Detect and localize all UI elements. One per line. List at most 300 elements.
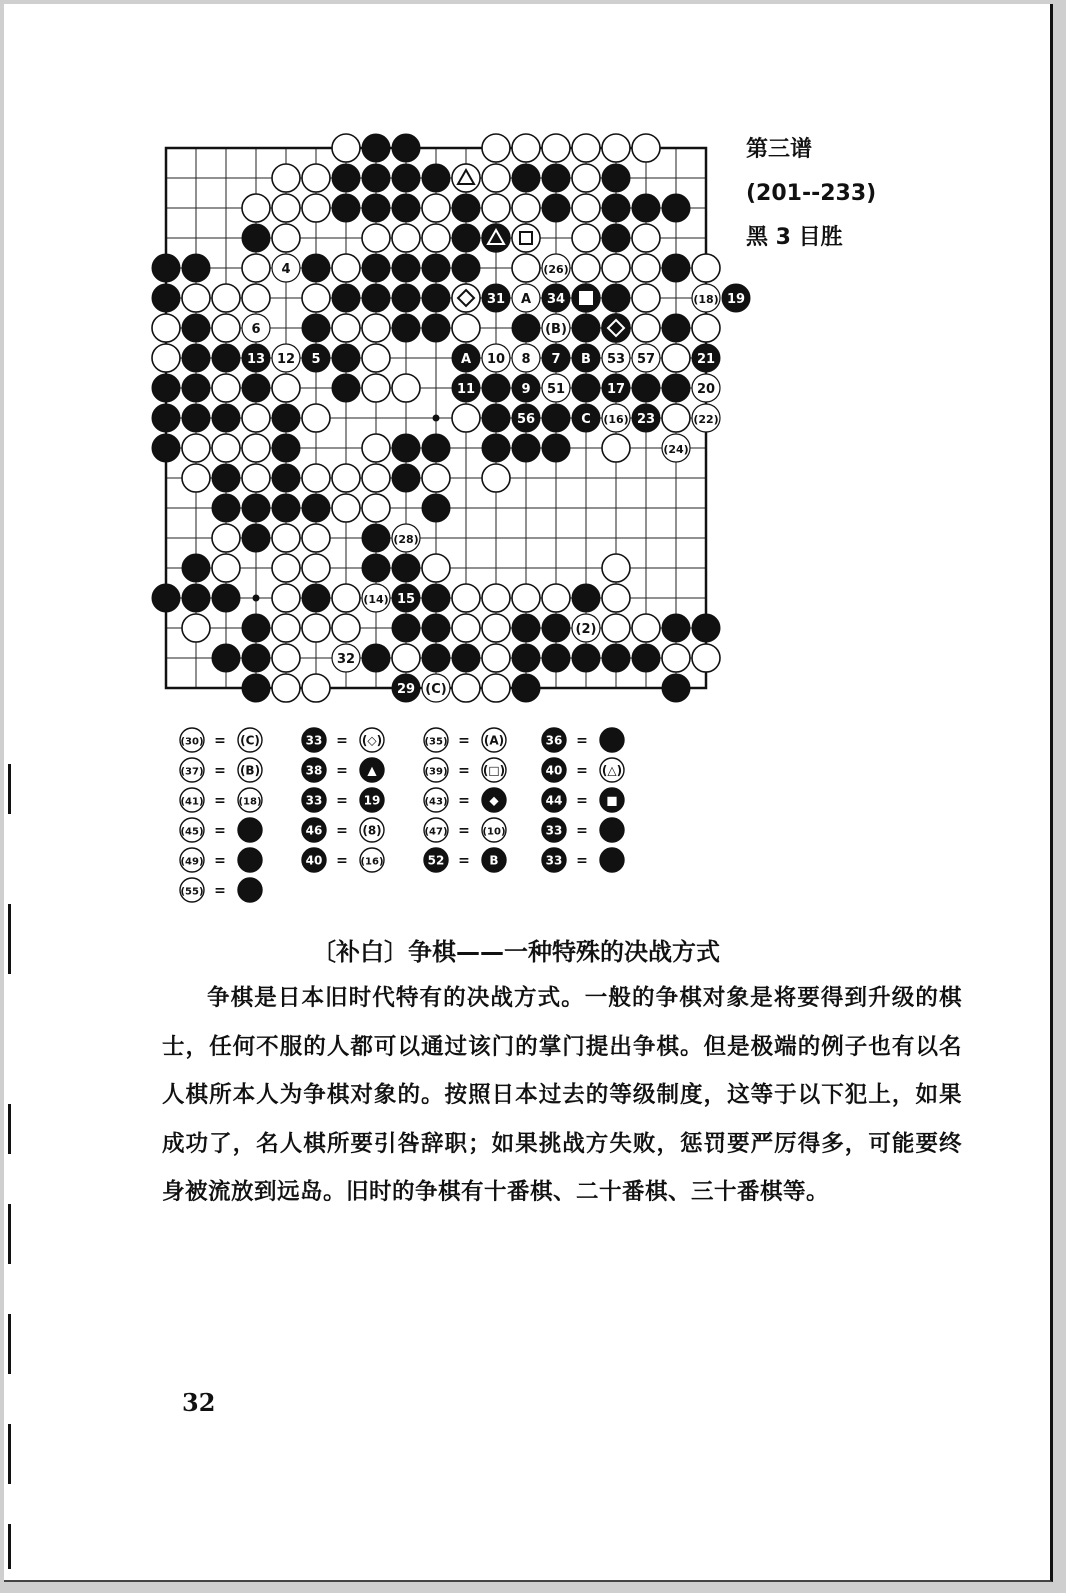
white-stone [332, 314, 360, 342]
black-stone [182, 254, 210, 282]
white-stone [272, 164, 300, 192]
legend-label: 44 [545, 793, 563, 808]
black-stone [242, 374, 270, 402]
black-stone [662, 314, 690, 342]
move-number-label: 4 [281, 262, 291, 277]
white-stone [692, 644, 720, 672]
move-number-label: A [520, 292, 532, 307]
white-stone [542, 584, 570, 612]
scan-edge-mark [8, 1314, 11, 1374]
black-stone [602, 314, 630, 342]
black-stone [572, 314, 600, 342]
legend-label: (30) [180, 736, 204, 748]
legend-label: 33 [545, 853, 563, 868]
black-stone [212, 404, 240, 432]
black-stone [422, 614, 450, 642]
black-stone [662, 614, 690, 642]
black-stone [392, 254, 420, 282]
white-stone [452, 584, 480, 612]
white-stone [272, 674, 300, 702]
white-stone [602, 614, 630, 642]
white-stone [362, 314, 390, 342]
white-stone [272, 584, 300, 612]
white-stone [392, 374, 420, 402]
white-stone [152, 344, 180, 372]
white-stone [302, 554, 330, 582]
white-stone [452, 284, 480, 312]
white-stone [512, 224, 540, 252]
legend-label: (C) [240, 733, 260, 748]
equals-sign: = [214, 853, 226, 869]
move-number-label: (26) [543, 263, 569, 276]
black-stone [482, 434, 510, 462]
legend-black-stone [238, 818, 262, 842]
black-stone [392, 614, 420, 642]
black-stone [272, 494, 300, 522]
white-stone [632, 254, 660, 282]
black-stone [212, 584, 240, 612]
white-stone [242, 194, 270, 222]
black-stone [362, 554, 390, 582]
black-stone [182, 344, 210, 372]
black-stone [272, 434, 300, 462]
white-stone [572, 224, 600, 252]
equals-sign: = [576, 793, 588, 809]
move-number-label: (B) [545, 322, 567, 337]
white-stone [602, 554, 630, 582]
black-stone [362, 164, 390, 192]
move-number-label: 12 [276, 352, 296, 367]
equals-sign: = [336, 853, 348, 869]
white-stone [572, 164, 600, 192]
star-point [253, 595, 260, 602]
white-stone [452, 404, 480, 432]
white-stone [272, 224, 300, 252]
black-stone [542, 194, 570, 222]
white-stone [242, 404, 270, 432]
move-number-label: 13 [246, 352, 266, 367]
white-stone [602, 254, 630, 282]
black-stone [662, 194, 690, 222]
diagram-result: 黑 3 目胜 [746, 225, 843, 250]
move-number-label: 17 [606, 382, 626, 397]
white-stone [482, 644, 510, 672]
move-number-label: (24) [663, 443, 689, 456]
white-stone [212, 374, 240, 402]
move-number-label: 9 [521, 382, 531, 397]
black-stone [422, 284, 450, 312]
white-stone [212, 314, 240, 342]
legend-label: (55) [180, 886, 204, 898]
white-stone [362, 224, 390, 252]
black-stone [542, 404, 570, 432]
legend-label: (47) [424, 826, 448, 838]
move-number-label: (18) [693, 293, 719, 306]
black-stone [542, 644, 570, 672]
white-stone [572, 134, 600, 162]
black-stone [602, 644, 630, 672]
white-stone [512, 134, 540, 162]
black-stone [542, 614, 570, 642]
black-stone [542, 164, 570, 192]
white-stone [272, 644, 300, 672]
white-stone [452, 614, 480, 642]
move-number-label: 56 [516, 412, 536, 427]
white-stone [152, 314, 180, 342]
legend-label: (A) [483, 733, 505, 748]
body-paragraph: 争棋是日本旧时代特有的决战方式。一般的争棋对象是将要得到升级的棋士，任何不服的人都可以通过该门的掌门提出争棋。但是极端的例子也有以名人棋所本人为争棋对象的。按照日本过去的等级制度，这等于以下犯上，如果成功了，名人棋所要引咎辞职；如果挑战方失败，惩罚要严厉得多，可能要终身被流放到远岛。旧时的争棋有十番棋、二十番棋、三十番棋等。 [162, 985, 962, 1205]
black-stone [572, 584, 600, 612]
black-stone [182, 314, 210, 342]
white-stone [572, 194, 600, 222]
black-stone [212, 494, 240, 522]
black-stone [302, 254, 330, 282]
white-stone [422, 224, 450, 252]
white-stone [212, 284, 240, 312]
equals-sign: = [458, 763, 470, 779]
white-stone [362, 494, 390, 522]
move-equivalence-legend [174, 722, 654, 912]
white-stone [482, 614, 510, 642]
black-stone [512, 314, 540, 342]
black-stone [392, 314, 420, 342]
legend-black-stone [600, 728, 624, 752]
black-stone [662, 254, 690, 282]
white-stone [362, 374, 390, 402]
move-number-label: 34 [546, 292, 566, 307]
black-stone [512, 164, 540, 192]
black-stone [602, 284, 630, 312]
equals-sign: = [214, 823, 226, 839]
black-stone [632, 374, 660, 402]
black-stone [242, 494, 270, 522]
white-stone [512, 584, 540, 612]
black-stone [332, 164, 360, 192]
white-stone [182, 614, 210, 642]
black-stone [542, 434, 570, 462]
move-number-label: 10 [486, 352, 506, 367]
white-stone [302, 404, 330, 432]
equals-sign: = [458, 823, 470, 839]
legend-label: (10) [482, 826, 506, 838]
white-stone [182, 464, 210, 492]
black-stone [422, 254, 450, 282]
legend-black-stone [600, 818, 624, 842]
legend-label: 33 [305, 733, 323, 748]
white-stone [212, 554, 240, 582]
black-stone [452, 224, 480, 252]
black-stone [182, 584, 210, 612]
star-point [433, 415, 440, 422]
white-stone [602, 134, 630, 162]
white-stone [422, 554, 450, 582]
move-number-label: (C) [425, 682, 447, 697]
black-stone [392, 164, 420, 192]
black-stone [602, 194, 630, 222]
legend-label: 46 [305, 823, 323, 838]
move-number-label: 11 [456, 382, 476, 397]
black-stone [152, 584, 180, 612]
black-stone [362, 194, 390, 222]
legend-label: (◇) [361, 733, 383, 748]
black-stone [362, 644, 390, 672]
white-stone [332, 614, 360, 642]
white-stone [182, 434, 210, 462]
black-stone [212, 644, 240, 672]
black-stone [242, 674, 270, 702]
black-stone [332, 284, 360, 312]
white-stone [302, 464, 330, 492]
move-number-label: B [581, 352, 591, 367]
white-stone [272, 194, 300, 222]
black-stone [602, 224, 630, 252]
black-stone [452, 194, 480, 222]
white-stone [602, 434, 630, 462]
black-stone [302, 584, 330, 612]
black-stone [512, 614, 540, 642]
black-stone [332, 344, 360, 372]
black-stone [152, 434, 180, 462]
black-stone [512, 434, 540, 462]
go-board-diagram [154, 124, 746, 704]
white-stone [512, 194, 540, 222]
white-stone [302, 524, 330, 552]
black-stone [482, 374, 510, 402]
legend-label: (B) [239, 763, 261, 778]
black-stone [182, 554, 210, 582]
legend-label: (43) [424, 796, 448, 808]
black-stone [662, 374, 690, 402]
legend-label: (16) [360, 856, 384, 868]
black-stone [182, 374, 210, 402]
legend-label: (18) [238, 796, 262, 808]
black-stone [632, 194, 660, 222]
white-stone [302, 164, 330, 192]
move-number-label: C [581, 412, 591, 427]
black-stone [392, 554, 420, 582]
move-number-label: (2) [575, 622, 597, 637]
white-stone [482, 194, 510, 222]
move-number-label: 57 [636, 352, 656, 367]
white-stone [572, 254, 600, 282]
equals-sign: = [336, 823, 348, 839]
move-number-label: 7 [551, 352, 561, 367]
move-number-label: (16) [603, 413, 629, 426]
diagram-move-range: (201--233) [746, 181, 877, 206]
scan-edge-mark [8, 904, 11, 974]
white-stone [362, 434, 390, 462]
white-stone [332, 464, 360, 492]
white-stone [482, 464, 510, 492]
black-stone [212, 344, 240, 372]
legend-label: (45) [180, 826, 204, 838]
move-number-label: 23 [636, 412, 656, 427]
white-stone [212, 524, 240, 552]
move-number-label: 31 [486, 292, 506, 307]
black-stone [242, 524, 270, 552]
black-stone [362, 134, 390, 162]
white-stone [482, 134, 510, 162]
white-stone [422, 194, 450, 222]
equals-sign: = [336, 733, 348, 749]
move-number-label: 19 [726, 292, 746, 307]
white-stone [632, 224, 660, 252]
move-number-label: 8 [521, 352, 531, 367]
white-stone [452, 674, 480, 702]
diagram-caption [746, 128, 876, 260]
black-stone [152, 284, 180, 312]
diagram-title: 第三谱 [746, 137, 813, 162]
black-stone [422, 434, 450, 462]
equals-sign: = [576, 763, 588, 779]
white-stone [392, 644, 420, 672]
black-stone [182, 404, 210, 432]
black-stone [512, 644, 540, 672]
legend-label: 33 [305, 793, 323, 808]
black-stone [332, 194, 360, 222]
black-stone [392, 134, 420, 162]
black-stone [242, 224, 270, 252]
white-stone [422, 464, 450, 492]
white-stone [332, 494, 360, 522]
black-stone [482, 404, 510, 432]
equals-sign: = [214, 763, 226, 779]
black-stone [422, 164, 450, 192]
move-number-label: 5 [311, 352, 321, 367]
move-number-label: (22) [693, 413, 719, 426]
black-stone [152, 254, 180, 282]
move-number-label: 6 [251, 322, 261, 337]
move-number-label: 51 [546, 382, 566, 397]
white-stone [452, 314, 480, 342]
white-stone [482, 584, 510, 612]
black-stone [572, 374, 600, 402]
scan-edge-mark [8, 1104, 11, 1154]
black-stone [572, 644, 600, 672]
book-page [4, 4, 1053, 1582]
white-stone [302, 614, 330, 642]
white-stone [542, 134, 570, 162]
white-stone [272, 374, 300, 402]
black-stone [272, 464, 300, 492]
black-stone [362, 524, 390, 552]
black-stone [602, 164, 630, 192]
equals-sign: = [336, 793, 348, 809]
equals-sign: = [214, 883, 226, 899]
white-stone [362, 344, 390, 372]
black-stone [512, 674, 540, 702]
white-stone [272, 614, 300, 642]
black-stone [452, 254, 480, 282]
white-stone [482, 674, 510, 702]
black-stone [392, 464, 420, 492]
legend-label: ◆ [489, 793, 499, 808]
legend-label: 36 [545, 733, 563, 748]
white-stone [662, 404, 690, 432]
legend-label: B [489, 853, 499, 868]
legend-label: ▲ [367, 763, 377, 778]
black-stone [302, 494, 330, 522]
black-stone [362, 254, 390, 282]
legend-label: 52 [427, 853, 445, 868]
black-stone [272, 404, 300, 432]
equals-sign: = [458, 853, 470, 869]
legend-label: 38 [305, 763, 323, 778]
black-stone [692, 614, 720, 642]
legend-black-stone [600, 848, 624, 872]
section-heading: 〔补白〕争棋——一种特殊的决战方式 [312, 938, 720, 966]
black-stone [422, 584, 450, 612]
white-stone [332, 584, 360, 612]
move-number-label: A [460, 352, 472, 367]
white-stone [332, 134, 360, 162]
black-stone [242, 644, 270, 672]
black-stone [152, 404, 180, 432]
move-number-label: 21 [696, 352, 716, 367]
white-stone [632, 614, 660, 642]
legend-black-stone [238, 848, 262, 872]
black-stone [422, 644, 450, 672]
move-number-label: 20 [696, 382, 716, 397]
scan-edge-mark [8, 1204, 11, 1264]
legend-label: 40 [305, 853, 323, 868]
legend-label: (35) [424, 736, 448, 748]
legend-black-stone [238, 878, 262, 902]
legend-label: (39) [424, 766, 448, 778]
equals-sign: = [214, 793, 226, 809]
black-stone [392, 434, 420, 462]
white-stone [662, 344, 690, 372]
legend-label: 33 [545, 823, 563, 838]
legend-label: (37) [180, 766, 204, 778]
white-stone [662, 644, 690, 672]
white-stone [332, 254, 360, 282]
legend-label: (□) [482, 763, 506, 778]
white-stone [632, 134, 660, 162]
move-number-label: 29 [396, 682, 416, 697]
legend-label: (41) [180, 796, 204, 808]
move-number-label: (14) [363, 593, 389, 606]
white-stone [482, 164, 510, 192]
black-stone [212, 464, 240, 492]
white-stone [182, 284, 210, 312]
black-stone [302, 314, 330, 342]
white-stone [272, 554, 300, 582]
equals-sign: = [576, 733, 588, 749]
page-number: 32 [182, 1388, 216, 1417]
equals-sign: = [336, 763, 348, 779]
equals-sign: = [458, 733, 470, 749]
move-number-label: 32 [336, 652, 356, 667]
square-marker-icon [580, 292, 592, 304]
black-stone [242, 614, 270, 642]
equals-sign: = [214, 733, 226, 749]
black-stone [422, 494, 450, 522]
white-stone [512, 254, 540, 282]
white-stone [302, 284, 330, 312]
white-stone [242, 284, 270, 312]
white-stone [242, 464, 270, 492]
black-stone [392, 284, 420, 312]
white-stone [632, 284, 660, 312]
white-stone [302, 674, 330, 702]
legend-label: ■ [606, 793, 618, 808]
black-stone [152, 374, 180, 402]
black-stone [662, 674, 690, 702]
white-stone [362, 464, 390, 492]
move-number-label: 15 [396, 592, 416, 607]
white-stone [692, 254, 720, 282]
